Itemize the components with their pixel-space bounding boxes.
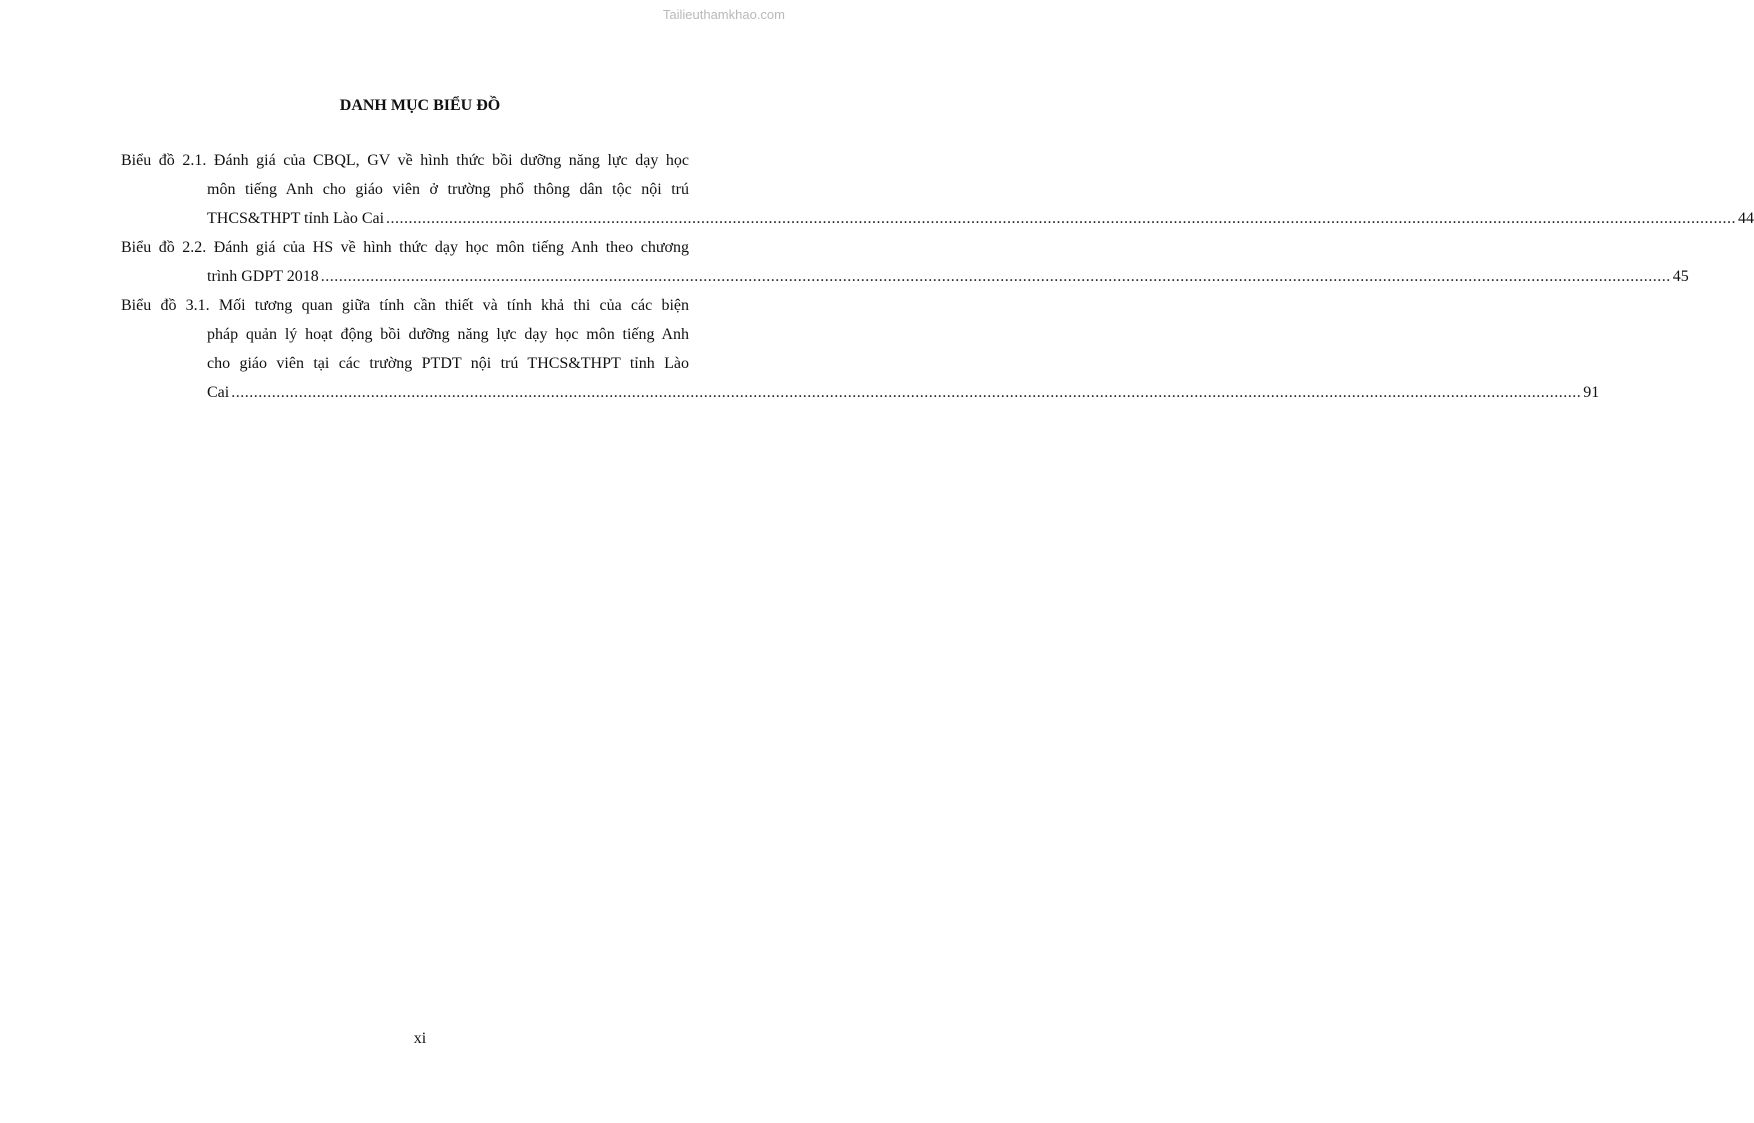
dot-leader: ............................................................................................................................................................................................................................................................................................................: [320, 268, 1671, 285]
entry-last-line: THCS&THPT tỉnh Lào Cai: [207, 210, 385, 227]
entry-first-line: Biểu đồ 2.1. Đánh giá của CBQL, GV về hình thức bồi dưỡng năng lực dạy học: [121, 152, 689, 169]
entry-last-line: trình GDPT 2018: [207, 268, 319, 285]
entry-continuation-line: cho giáo viên tại các trường PTDT nội trú THCS&THPT tỉnh Lào: [207, 355, 689, 372]
entry-continuation-line: môn tiếng Anh cho giáo viên ở trường phổ thông dân tộc nội trú: [207, 181, 689, 198]
entry-page-number: 44: [1738, 210, 1754, 227]
entry-first-line: Biểu đồ 2.2. Đánh giá của HS về hình thức dạy học môn tiếng Anh theo chương: [121, 239, 689, 256]
entry-page-number: 91: [1583, 384, 1600, 401]
page-title: DANH MỤC BIỂU ĐỒ: [339, 97, 501, 114]
entry-page-number: 45: [1672, 268, 1689, 285]
toc-entry[interactable]: [121, 291, 1600, 407]
watermark: Tailieuthamkhao.com: [662, 7, 785, 22]
dot-leader: ............................................................................................................................................................................................................................................................................................................: [231, 384, 1582, 401]
entry-continuation-line: pháp quản lý hoạt động bồi dưỡng năng lực dạy học môn tiếng Anh: [207, 326, 689, 343]
dot-leader: ............................................................................................................................................................................................................................................................................................................: [386, 210, 1737, 227]
toc-entry[interactable]: [121, 146, 1754, 233]
page-number: xi: [413, 1030, 427, 1047]
entry-last-line: Cai: [207, 384, 230, 401]
toc-entry[interactable]: [121, 233, 1689, 291]
entry-first-line: Biểu đồ 3.1. Mối tương quan giữa tính cần thiết và tính khả thi của các biện: [121, 297, 689, 314]
chart-list: [121, 146, 1754, 407]
